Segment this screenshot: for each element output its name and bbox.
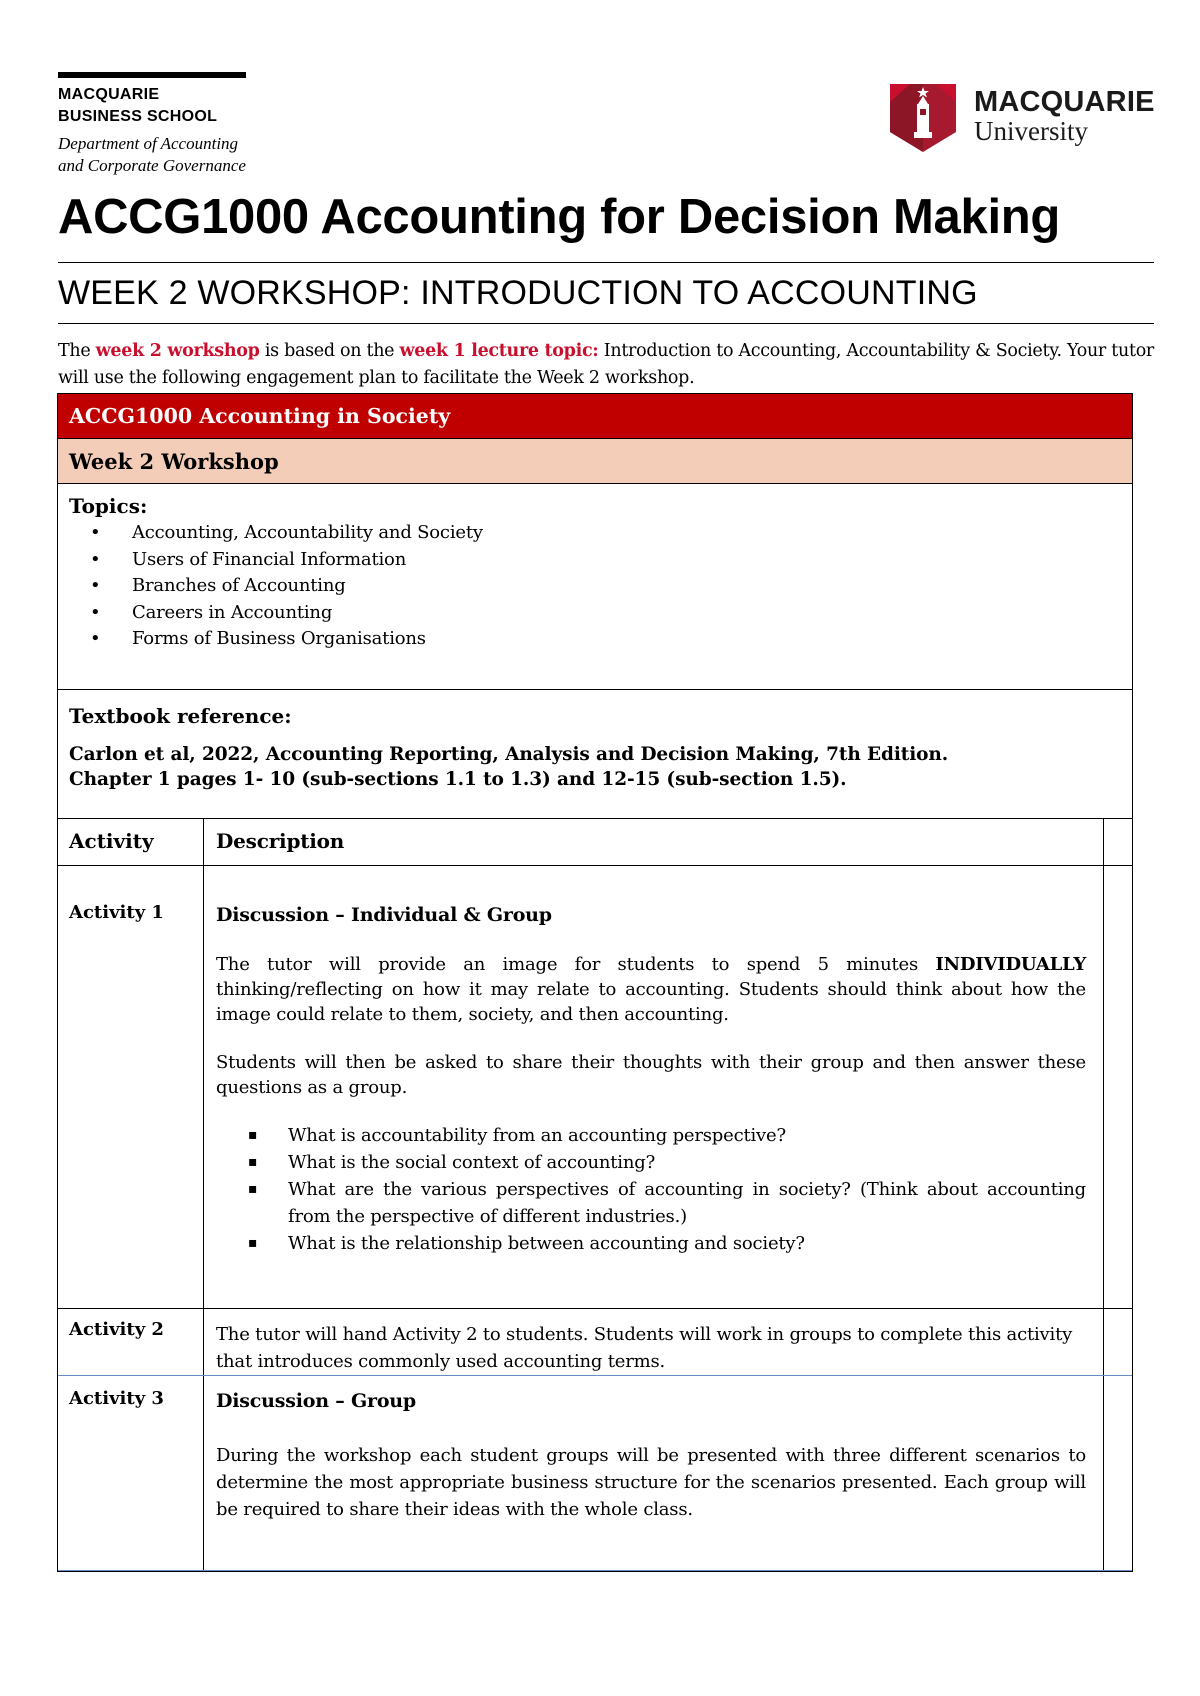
extra-col-cell xyxy=(1103,1376,1104,1570)
para-text: The tutor will provide an image for students to spend 5 minutes xyxy=(216,954,936,975)
activity-3-text: During the workshop each student groups will be presented with three different scenarios to determine the most appropriate business structure for the scenarios presented. Each group will be required to share their ideas with the whole class. xyxy=(216,1445,1086,1520)
activity-3-description xyxy=(216,1388,1086,1523)
crest-icon xyxy=(888,82,958,154)
table-row xyxy=(58,1309,1132,1376)
textbook-heading: Textbook reference: xyxy=(69,704,292,728)
school-line-2: BUSINESS SCHOOL xyxy=(58,108,218,125)
intro-text: is based on the xyxy=(259,341,400,361)
intro-paragraph xyxy=(58,338,1158,392)
school-name xyxy=(58,84,217,128)
workshop-title: WEEK 2 WORKSHOP: INTRODUCTION TO ACCOUNTING xyxy=(58,274,978,312)
list-item: ▪ What is the relationship between accounting and society? xyxy=(216,1230,1086,1257)
title-divider xyxy=(58,262,1154,263)
textbook-section xyxy=(58,690,1132,819)
list-item: • Accounting, Accountability and Society xyxy=(90,520,483,547)
col-header-activity: Activity xyxy=(69,829,154,853)
extra-col-cell xyxy=(1103,819,1104,865)
intro-text: Introduction to Accounting, Accountability & Society. Your tutor will use the following engagement plan to facilitate the Week 2 workshop. xyxy=(58,341,1155,388)
table-row xyxy=(58,1376,1132,1571)
table-row xyxy=(58,866,1132,1309)
logo-text-macquarie: MACQUARIE xyxy=(974,86,1155,118)
engagement-plan-table xyxy=(57,393,1133,1572)
list-item: ▪ What is accountability from an accounting perspective? xyxy=(216,1122,1086,1149)
intro-highlight-lecture: week 1 lecture topic: xyxy=(399,341,599,361)
activity-col-cell xyxy=(58,866,204,1308)
table-header-course: ACCG1000 Accounting in Society xyxy=(58,394,1132,439)
topics-section xyxy=(58,484,1132,690)
list-item: ▪ What are the various perspectives of accounting in society? (Think about accounting from the perspective of different industries.) xyxy=(216,1176,1086,1230)
activity-1-para-2: Students will then be asked to share their thoughts with their group and then answer these questions as a group. xyxy=(216,1052,1086,1098)
dept-line-2: and Corporate Governance xyxy=(58,156,246,175)
logo-text-university: University xyxy=(974,116,1088,146)
list-item: • Users of Financial Information xyxy=(90,547,483,574)
col-header-description: Description xyxy=(216,829,345,853)
para-emphasis: INDIVIDUALLY xyxy=(935,954,1086,975)
activity-3-label: Activity 3 xyxy=(69,1388,164,1409)
course-title: ACCG1000 Accounting for Decision Making xyxy=(58,190,1061,244)
table-header-week: Week 2 Workshop xyxy=(58,439,1132,484)
activity-2-description: The tutor will hand Activity 2 to students. Students will work in groups to complete this activity that introduces commonly used accounting terms. xyxy=(216,1324,1073,1372)
dept-line-1: Department of Accounting xyxy=(58,134,239,153)
activity-1-para-1 xyxy=(216,952,1086,1027)
school-line-1: MACQUARIE xyxy=(58,86,160,103)
list-item: • Careers in Accounting xyxy=(90,600,483,627)
activity-1-label: Activity 1 xyxy=(69,902,164,923)
intro-text: The xyxy=(58,341,96,361)
list-item: ▪ What is the social context of accounting? xyxy=(216,1149,1086,1176)
para-text: thinking/reflecting on how it may relate to accounting. Students should think about how the image could relate to them, society, and then accounting. xyxy=(216,979,1086,1025)
list-item: • Forms of Business Organisations xyxy=(90,626,483,653)
activity-2-label: Activity 2 xyxy=(69,1319,164,1340)
extra-col-cell xyxy=(1103,866,1104,1308)
department-name xyxy=(58,133,246,177)
activity-1-description xyxy=(216,902,1086,1257)
activity-1-questions xyxy=(216,1122,1086,1257)
activity-header-row xyxy=(58,819,1132,866)
topics-heading: Topics: xyxy=(69,494,148,518)
textbook-line-2: Chapter 1 pages 1- 10 (sub-sections 1.1 to 1.3) and 12-15 (sub-section 1.5). xyxy=(69,769,847,790)
topics-list xyxy=(90,520,483,653)
textbook-reference xyxy=(69,742,948,792)
intro-highlight-workshop: week 2 workshop xyxy=(95,341,260,361)
university-logo xyxy=(888,82,1155,154)
header-rule xyxy=(58,72,246,78)
subtitle-divider xyxy=(58,323,1154,324)
extra-col-cell xyxy=(1103,1309,1104,1375)
activity-1-title: Discussion – Individual & Group xyxy=(216,904,552,926)
activity-3-title: Discussion – Group xyxy=(216,1390,417,1412)
list-item: • Branches of Accounting xyxy=(90,573,483,600)
activity-table xyxy=(58,819,1132,1571)
textbook-line-1: Carlon et al, 2022, Accounting Reporting, Analysis and Decision Making, 7th Edition. xyxy=(69,744,949,765)
